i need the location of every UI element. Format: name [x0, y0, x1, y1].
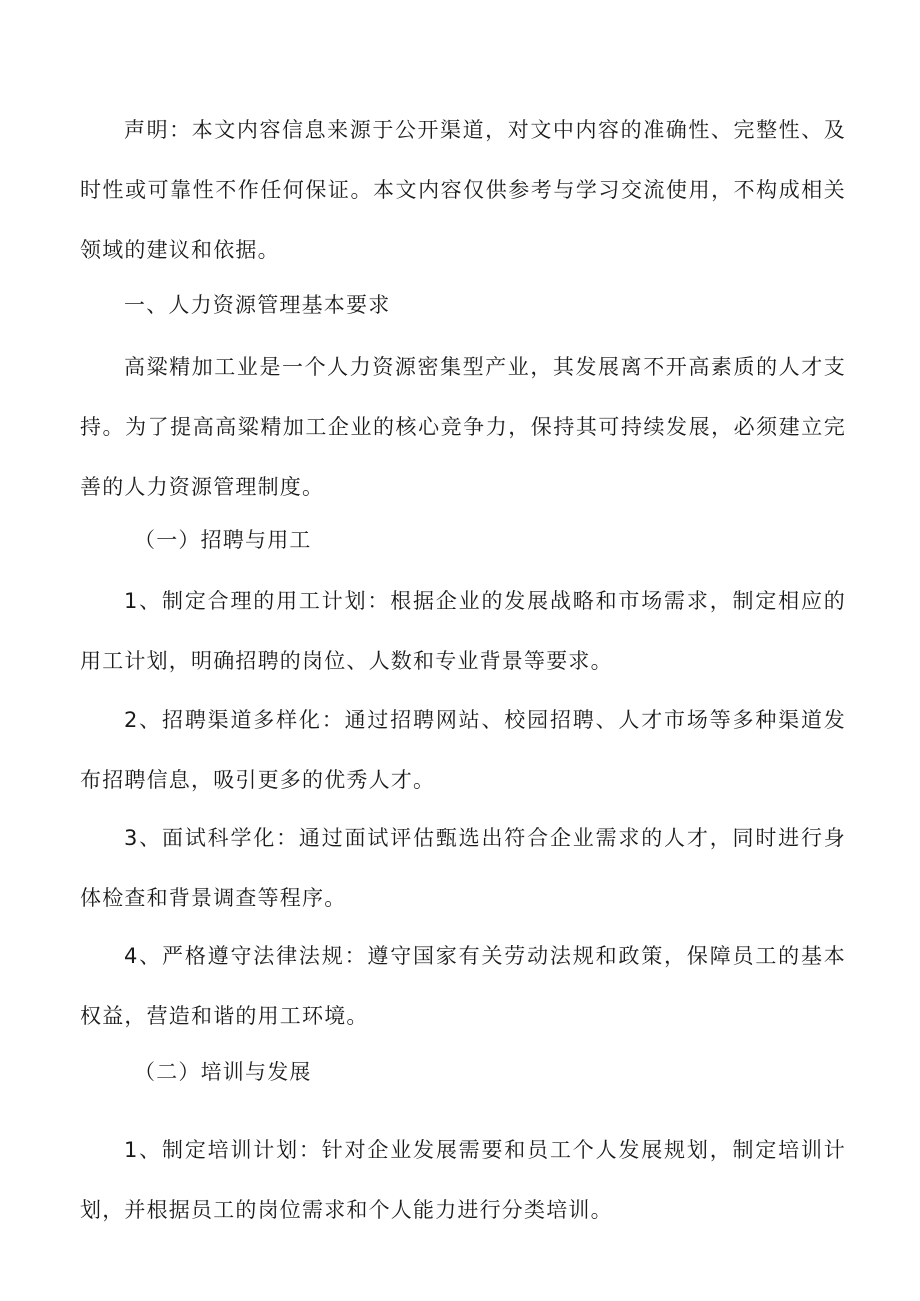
section-1-title: 一、人力资源管理基本要求 — [124, 293, 391, 317]
disclaimer-paragraph: 声明：本文内容信息来源于公开渠道，对文中内容的准确性、完整性、及时性或可靠性不作任何保证。本文内容仅供参考与学习交流使用，不构成相关领域的建议和依据。 — [80, 118, 846, 262]
subsection-2-item-1: 1、制定培训计划：针对企业发展需要和员工个人发展规划，制定培训计划，并根据员工的岗位需求和个人能力进行分类培训。 — [80, 1138, 846, 1222]
subsection-1-item-3: 3、面试科学化：通过面试评估甄选出符合企业需求的人才，同时进行身体检查和背景调查等程序。 — [80, 826, 846, 910]
subsection-2-title: （二）培训与发展 — [134, 1060, 312, 1084]
subsection-1-item-4: 4、严格遵守法律法规：遵守国家有关劳动法规和政策，保障员工的基本权益，营造和谐的用工环境。 — [80, 944, 846, 1028]
subsection-1-title: （一）招聘与用工 — [134, 528, 312, 552]
subsection-1-item-1: 1、制定合理的用工计划：根据企业的发展战略和市场需求，制定相应的用工计划，明确招聘的岗位、人数和专业背景等要求。 — [80, 589, 846, 673]
subsection-1-item-2: 2、招聘渠道多样化：通过招聘网站、校园招聘、人才市场等多种渠道发布招聘信息，吸引更多的优秀人才。 — [80, 708, 846, 792]
section-1-intro: 高粱精加工业是一个人力资源密集型产业，其发展离不开高素质的人才支持。为了提高高粱精加工企业的核心竞争力，保持其可持续发展，必须建立完善的人力资源管理制度。 — [80, 355, 846, 499]
